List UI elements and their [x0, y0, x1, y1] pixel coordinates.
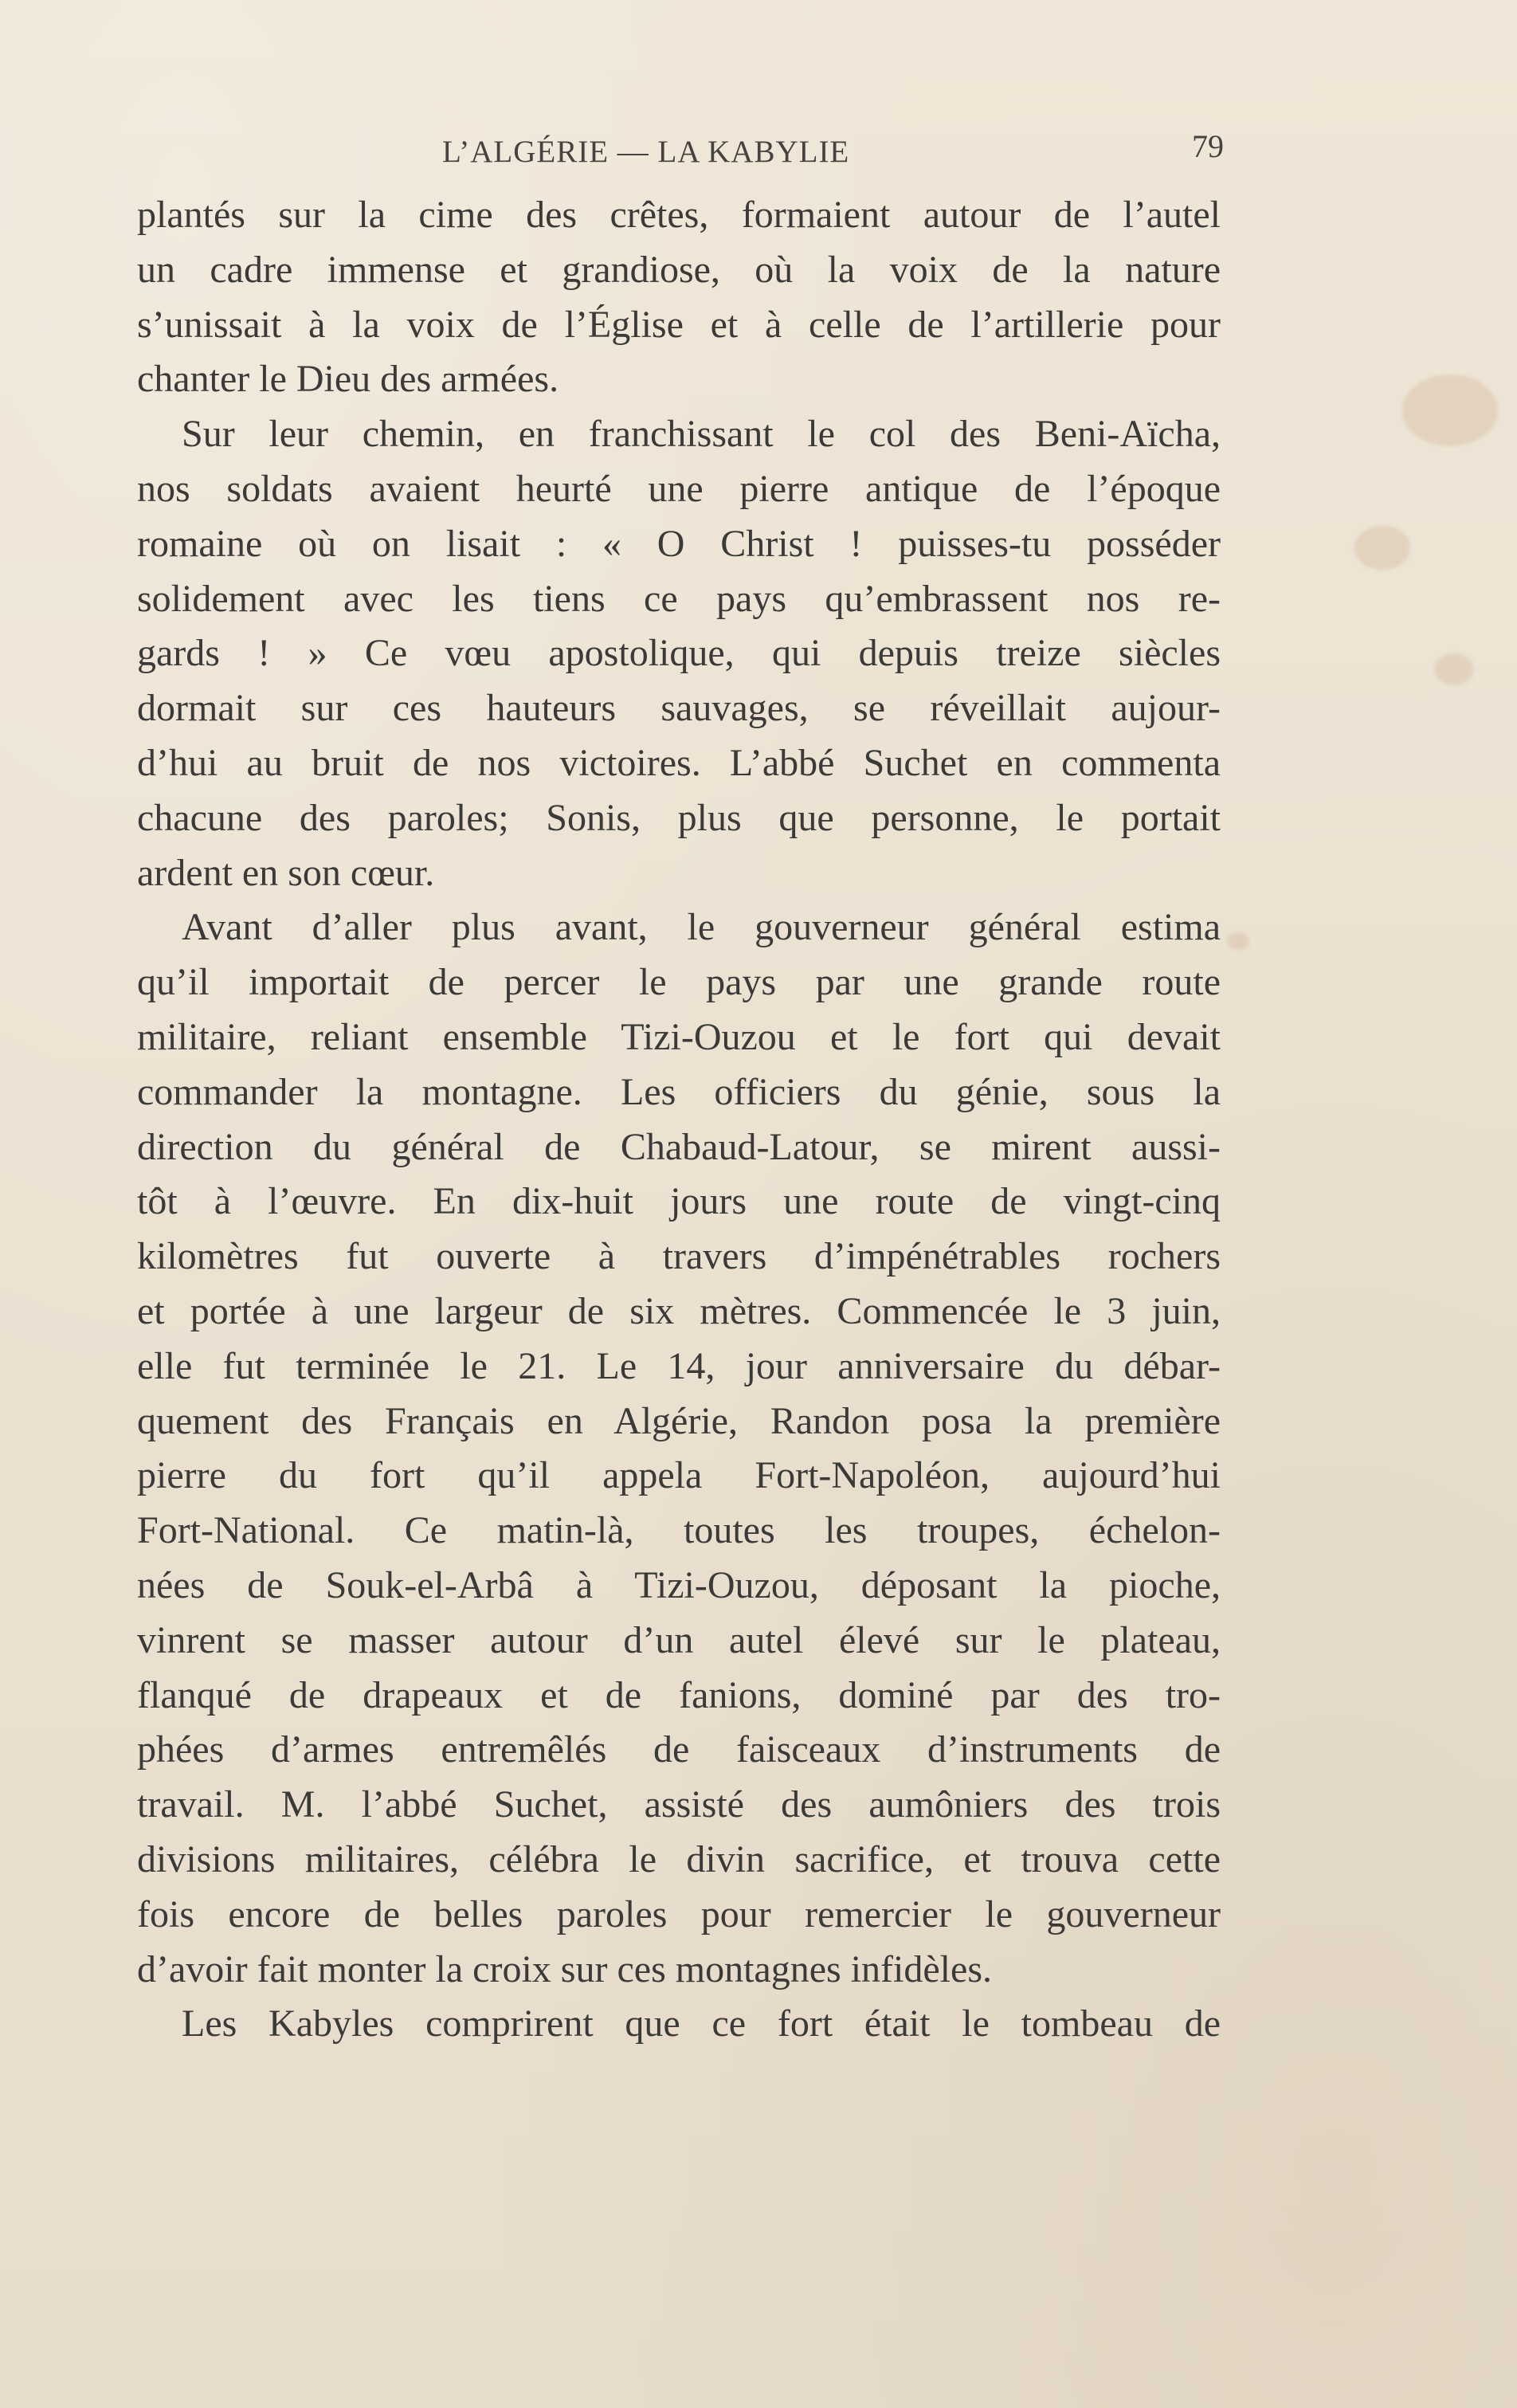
text-line: chanter le Dieu des armées. [137, 358, 559, 401]
text-line: pierre du fort qu’il appela Fort-Napoléon, aujourd’hui [137, 1454, 1221, 1497]
text-line: dormait sur ces hauteurs sauvages, se réveillait aujour- [137, 687, 1221, 730]
text-line: d’avoir fait monter la croix sur ces montagnes infidèles. [137, 1947, 992, 1990]
page-number: 79 [1192, 128, 1224, 164]
text-line: d’hui au bruit de nos victoires. L’abbé Suchet en commenta [137, 741, 1221, 784]
text-line: s’unissait à la voix de l’Église et à celle de l’artillerie pour [137, 303, 1221, 346]
foxing-stain [1227, 932, 1249, 950]
text-line: nées de Souk-el-Arbâ à Tizi-Ouzou, déposant la pioche, [137, 1563, 1221, 1606]
text-line: commander la montagne. Les officiers du génie, sous la [137, 1070, 1221, 1113]
text-line: divisions militaires, célébra le divin sacrifice, et trouva cette [137, 1837, 1221, 1881]
text-line: qu’il importait de percer le pays par une grande route [137, 961, 1221, 1004]
text-line: plantés sur la cime des crêtes, formaient autour de l’autel [137, 194, 1221, 236]
text-line: quement des Français en Algérie, Randon posa la première [137, 1399, 1221, 1442]
text-line: chacune des paroles; Sonis, plus que personne, le portait [137, 796, 1221, 839]
text-line: gards ! » Ce vœu apostolique, qui depuis treize siècles [137, 632, 1221, 675]
text-line: nos soldats avaient heurté une pierre antique de l’époque [137, 467, 1221, 510]
text-line: solidement avec les tiens ce pays qu’embrassent nos re- [137, 577, 1221, 620]
foxing-stain [1354, 526, 1410, 570]
text-line: direction du général de Chabaud-Latour, se mirent aussi- [137, 1125, 1221, 1168]
foxing-stain [1434, 653, 1474, 685]
foxing-stain [1402, 375, 1498, 446]
text-line: romaine où on lisait : « O Christ ! puisses-tu posséder [137, 522, 1221, 565]
text-line: Fort-National. Ce matin-là, toutes les troupes, échelon- [137, 1509, 1221, 1552]
text-line: un cadre immense et grandiose, où la voix de la nature [137, 248, 1221, 291]
text-line: kilomètres fut ouverte à travers d’impénétrables rochers [137, 1235, 1221, 1278]
text-line: fois encore de belles paroles pour remercier le gouverneur [137, 1892, 1221, 1935]
text-line: Avant d’aller plus avant, le gouverneur général estima [182, 906, 1221, 949]
running-head: L’ALGÉRIE — LA KABYLIE [442, 135, 850, 169]
text-line: elle fut terminée le 21. Le 14, jour anniversaire du débar- [137, 1344, 1221, 1387]
text-line: flanqué de drapeaux et de fanions, dominé par des tro- [137, 1673, 1221, 1716]
text-line: vinrent se masser autour d’un autel élevé sur le plateau, [137, 1618, 1221, 1661]
text-line: tôt à l’œuvre. En dix-huit jours une route de vingt-cinq [137, 1180, 1221, 1223]
text-line: ardent en son cœur. [137, 851, 435, 894]
text-line: phées d’armes entremêlés de faisceaux d’instruments de [137, 1728, 1221, 1771]
text-line: Sur leur chemin, en franchissant le col des Beni-Aïcha, [182, 413, 1221, 456]
text-column [137, 188, 1221, 2052]
text-line: militaire, reliant ensemble Tizi-Ouzou et le fort qui devait [137, 1015, 1221, 1058]
text-line: Les Kabyles comprirent que ce fort était le tombeau de [182, 2002, 1221, 2045]
text-line: travail. M. l’abbé Suchet, assisté des aumôniers des trois [137, 1783, 1221, 1826]
text-line: et portée à une largeur de six mètres. Commencée le 3 juin, [137, 1289, 1221, 1332]
